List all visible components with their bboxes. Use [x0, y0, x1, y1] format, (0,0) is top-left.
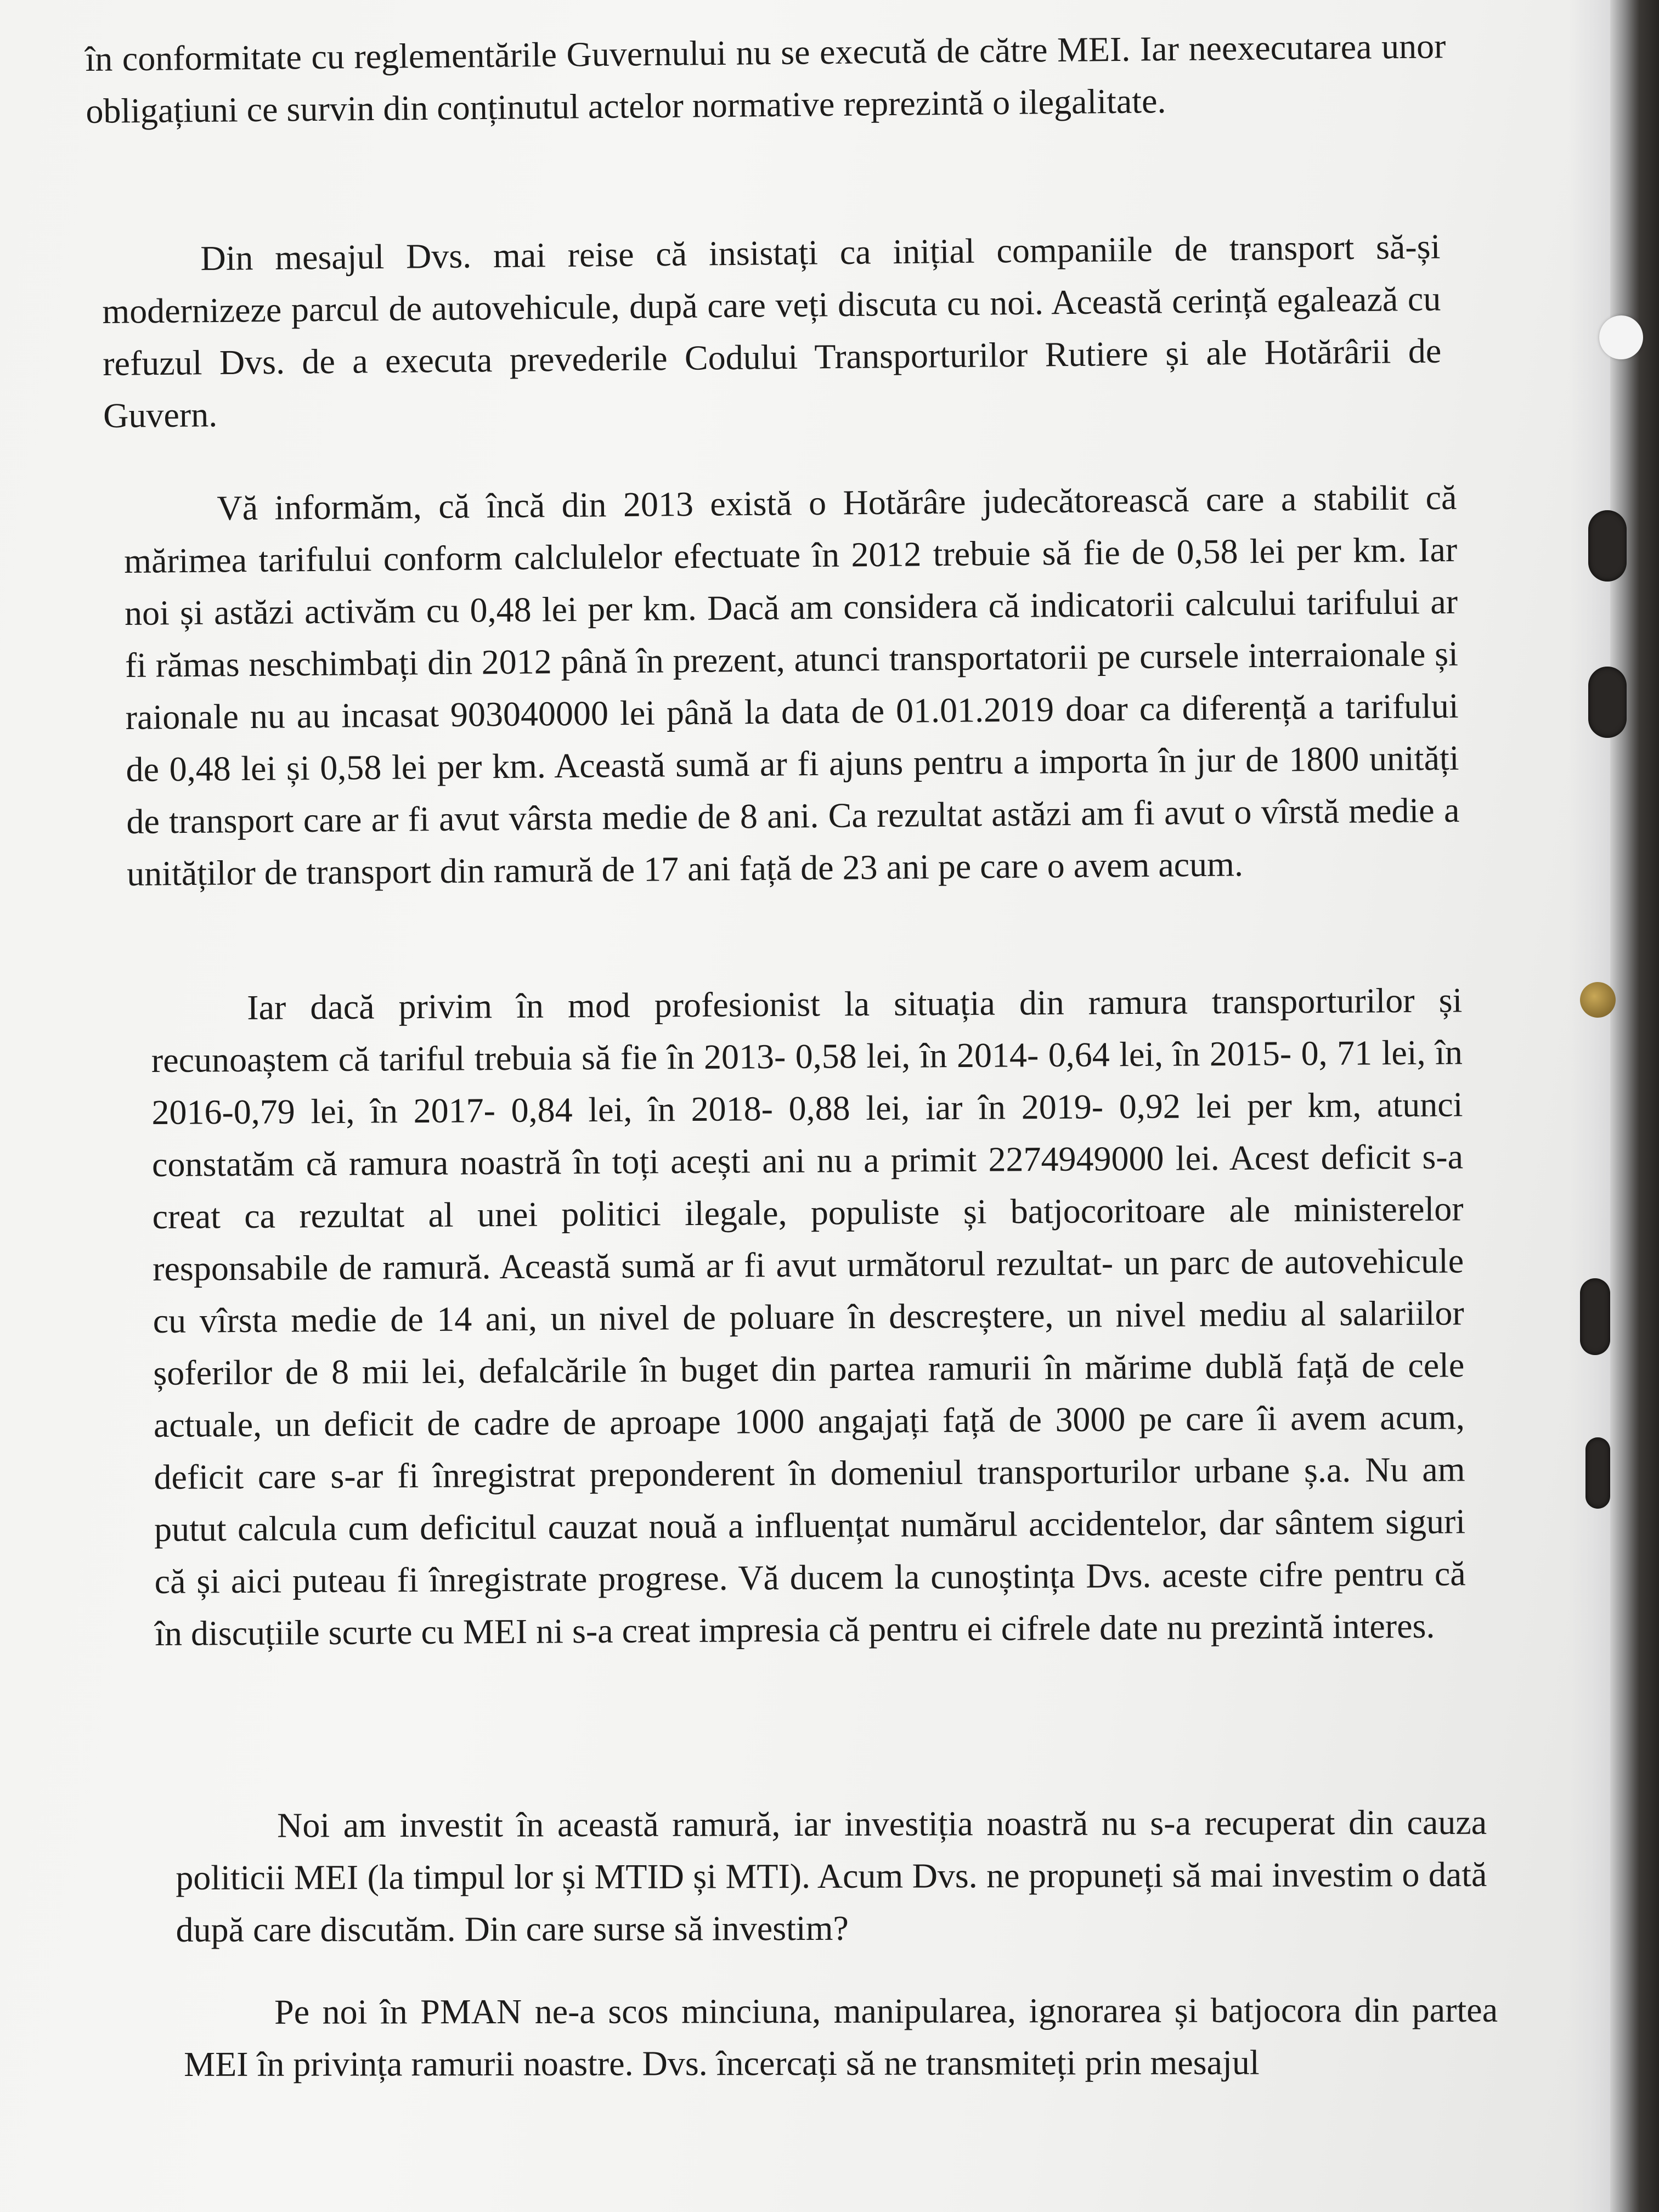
sleeve-hole — [1599, 315, 1643, 359]
paragraph-2: Din mesajul Dvs. mai reise că insistați ca inițial companiile de transport să-și modernizeze parcul de autovehicule, după care veți discuta cu noi. Această cerință egalează cu refuzul Dvs. de a executa prevederile Codului Transporturilor Rutiere și ale Hotărârii de Guvern. — [102, 227, 1442, 435]
punch-hole — [1580, 1278, 1610, 1355]
paragraph-5: Noi am investit în această ramură, iar investiția noastră nu s-a recuperat din cauza politicii MEI (la timpul lor și MTID și MTI). Acum Dvs. ne propuneți să mai investim o dată după care discutăm. Din care surse să investim? — [176, 1802, 1487, 1949]
paragraph-6: Pe noi în PMAN ne-a scos minciuna, manipularea, ignorarea și batjocora din partea MEI în privința ramurii noastre. Dvs. încercați să ne transmiteți prin mesajul — [184, 1990, 1498, 2084]
paragraph-3: Vă informăm, că încă din 2013 există o Hotărâre judecătorească care a stabilit că mărimea tarifului conform calclulelor efectuate în 2012 trebuie să fie de 0,58 lei per km. Iar noi și astăzi activăm cu 0,48 lei per km. Dacă am considera că indicatorii calcului tarifului ar fi rămas neschimbați din 2012 până în prezent, atunci transportatorii pe cursele interraionale și raionale nu au incasat 903040000 lei până la data de 01.01.2019 doar ca diferență a tarifului de 0,48 lei și 0,58 lei per km. Această sumă ar fi ajuns pentru a importa în jur de 1800 unități de transport care ar fi avut vârsta medie de 8 ani. Ca rezultat astăzi am fi avut o vîrstă medie a unităților de transport din ramură de 17 ani față de 23 ani pe care o avem acum. — [123, 477, 1460, 893]
paragraph-1: în conformitate cu reglementările Guvernului nu se execută de către MEI. Iar neexecutarea unor obligațiuni ce survin din conținutul actelor normative reprezintă o ilegalitate. — [85, 26, 1446, 131]
paragraph-4: Iar dacă privim în mod profesionist la situația din ramura transporturilor și recunoaștem că tariful trebuia să fie în 2013- 0,58 lei, în 2014- 0,64 lei, în 2015- 0, 71 lei, în 2016-0,79 lei, în 2017- 0,84 lei, în 2018- 0,88 lei, iar în 2019- 0,92 lei per km, atunci constatăm că ramura noastră în toți acești ani nu a primit 2274949000 lei. Acest deficit s-a creat ca rezultat al unei politici ilegale, populiste și batjocoritoare ale ministerelor responsabile de ramură. Această sumă ar fi avut următorul rezultat- un parc de autovehicule cu vîrsta medie de 14 ani, un nivel de poluare în descreștere, un nivel mediu al salariilor șoferilor de 8 mii lei, defalcările în buget din partea ramurii în mărime dublă față de cele actuale, un deficit de cadre de aproape 1000 angajați față de 3000 pe care îi avem acum, deficit care s-ar fi înregistrat preponderent în domeniul transporturilor urbane ș.a. Nu am putut calcula cum deficitul cauzat nouă a influențat numărul accidentelor, dar sântem siguri că și aici puteau fi înregistrate progrese. Vă ducem la cunoștința Dvs. aceste cifre pentru că în discuțiile scurte cu MEI ni s-a creat impresia că pentru ei cifrele date nu prezintă interes. — [151, 980, 1466, 1653]
punch-hole — [1585, 1437, 1610, 1509]
binder-rivet — [1580, 982, 1616, 1018]
punch-hole — [1588, 667, 1627, 738]
punch-hole — [1588, 510, 1627, 582]
